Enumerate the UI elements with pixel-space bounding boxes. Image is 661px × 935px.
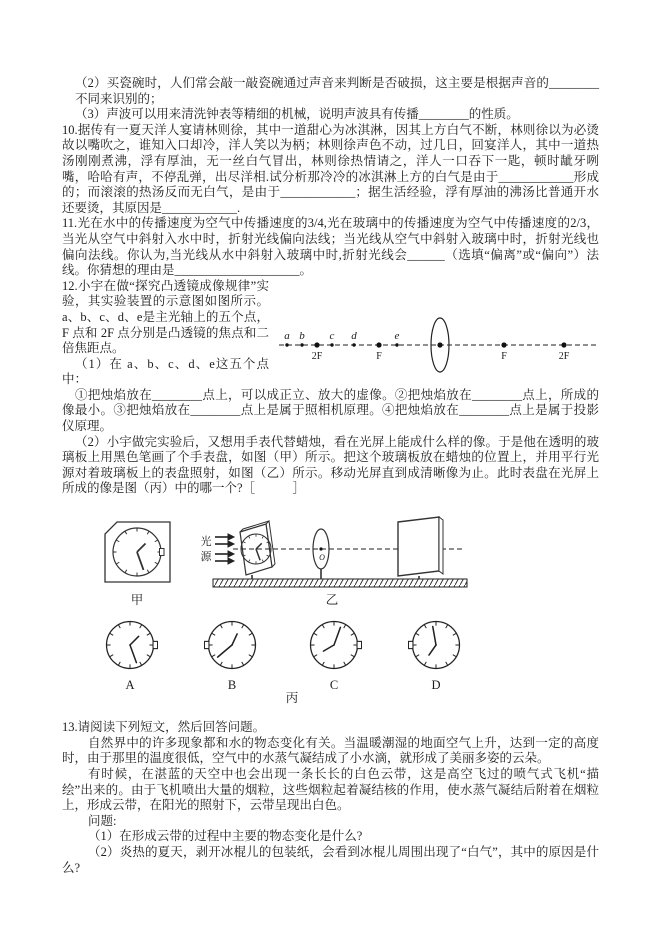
- svg-text:b: b: [299, 329, 305, 342]
- watch-crown-icon: [160, 549, 165, 556]
- clock-d-label: D: [431, 677, 441, 692]
- question-12-intro: 12.小宇在做“探究凸透镜成像规律”实验，其实验装置的示意图如图所示。a、b、c、d、e是主光轴上的五个点，F 点和 2F 点分别是凸透镜的焦点和二倍焦距点。: [62, 278, 269, 356]
- clock-a-icon: [102, 617, 158, 678]
- watch-plate-jia: [105, 522, 170, 582]
- svg-text:2F: 2F: [311, 350, 323, 362]
- svg-text:a: a: [284, 329, 290, 342]
- label-yi: 乙: [325, 593, 339, 608]
- clock-b-icon: [204, 617, 260, 678]
- svg-text:c: c: [329, 329, 335, 342]
- clock-a-label: A: [125, 677, 135, 692]
- clock-c-icon: [306, 617, 362, 678]
- svg-text:2F: 2F: [558, 350, 570, 362]
- question-12-part2: （2）小宇做完实验后，又想用手表代替蜡烛，看在光屏上能成什么样的像。于是他在透明的玻璃板上用黑色笔画了个手表盘，如图（甲）所示。把这个玻璃板放在蜡烛的位置上，并用平行光源对着玻璃板上的表盘照射，如图（乙）所示。移动光屏直到成清晰像为止。此时表盘在光屏上所成的像是图（丙）中的哪一个?［ ］: [62, 434, 599, 496]
- clock-option-a: [102, 617, 158, 692]
- lens-axis-svg: [277, 295, 599, 375]
- question-11: 11.光在水中的传播速度为空气中传播速度的3/4,光在玻璃中的传播速度为空气中传播速度的2/3，当光从空气中斜射入水中时，折射光线偏向法线；当光线从空气中斜射入玻璃中时，折射光线也偏向法线。你认为,当光线从水中斜射入玻璃中时,折射光线会______（选填“偏离”或“偏向”）法线。你猜想的理由是____________________。: [62, 216, 599, 278]
- svg-text:光: 光: [200, 536, 212, 549]
- question-13-sub2: （2）炎热的夏天，剥开冰棍儿的包装纸，会看到冰棍儿周围出现了“白气”，其中的原因是什么?: [62, 844, 599, 875]
- label-jia: 甲: [130, 593, 144, 608]
- clock-c-label: C: [329, 677, 339, 692]
- question-13-problems-heading: 问题:: [88, 813, 117, 828]
- clock-options-row: [102, 617, 599, 692]
- glass-plate: [240, 521, 275, 580]
- ground-hatch: [213, 579, 467, 587]
- axis-small-points: [285, 343, 398, 346]
- question-13-intro: 13.请阅读下列短文，然后回答问题。: [62, 720, 266, 735]
- question-13-sub1: （1）在形成云带的过程中主要的物态变化是什么?: [88, 829, 363, 844]
- svg-text:e: e: [394, 329, 400, 342]
- axis-focal-labels: [312, 351, 570, 362]
- question-12-part1-items: ①把烛焰放在________点上，可以成正立、放大的虚像。②把烛焰放在________点上，所成的像最小。③把烛焰放在________点上是属于照相机原理。④把烛焰放在________点上是属于投影仪原理。: [62, 387, 599, 434]
- question-10: 10.据传有一夏天洋人宴请林则徐，其中一道甜心为冰淇淋，因其上方白气不断，林则徐以为必烫故以嘴吹之，谁知入口却冷，洋人笑以为柄；林则徐声色不动，过几日，回宴洋人，其中一道热汤刚刚煮沸，浮有厚油，无一丝白气冒出，林则徐热情请之，洋人一口吞下一匙，顿时龇牙咧嘴，哈哈有声，不停乱弹，出尽洋相.试分析那冷冷的冰淇淋上方的白气是由于____________形成的；而滚滚的热汤反而无白气，是由于____________；据生活经验，浮有厚油的沸汤比普通开水还要烫，其原因是____________.: [62, 122, 599, 215]
- svg-text:F: F: [376, 350, 382, 362]
- svg-text:源: 源: [200, 551, 212, 564]
- clock-option-c: [306, 617, 362, 692]
- question-13-passage-1: 自然界中的许多现象都和水的物态变化有关。当温暖潮湿的地面空气上升，达到一定的高度时，由于那里的温度很低，空气中的水蒸气凝结成了小水滴，就形成了美丽多姿的云朵。: [62, 735, 599, 766]
- light-source-label: [201, 534, 213, 563]
- apparatus-svg: [95, 513, 475, 609]
- lens-center-label: O: [319, 553, 325, 563]
- projection-screen: [398, 517, 443, 580]
- clock-option-d: [408, 617, 464, 692]
- apparatus-figure: [95, 513, 475, 609]
- clock-b-label: B: [227, 677, 237, 692]
- question-3: （3）声波可以用来清洗钟表等精细的机械，说明声波具有传播________的性质。: [75, 107, 519, 122]
- question-13-passage-2: 有时候，在湛蓝的天空中也会出现一条长长的白色云带，这是高空飞过的喷气式飞机“描绘”出来的。由于飞机喷出大量的烟粒，这些烟粒起着凝结核的作用，使水蒸气凝结后附着在烟粒上，形成云带，在阳光的照射下，云带呈现出白色。: [62, 767, 599, 813]
- question-12: [62, 279, 599, 497]
- label-bing: 丙: [285, 690, 299, 705]
- clock-option-b: [204, 617, 260, 692]
- question-2: （2）买瓷碗时，人们常会敲一敲瓷碗通过声音来判断是否破损，这主要是根据声音的________不同来识别的；: [75, 76, 599, 106]
- question-12-part1: （1）在 a、b、c、d、e这五个点中：: [62, 356, 269, 387]
- axis-point-labels: [284, 330, 399, 342]
- svg-text:d: d: [351, 329, 357, 342]
- svg-text:F: F: [501, 350, 507, 362]
- clock-d-icon: [408, 617, 464, 678]
- lens-axis-figure: [277, 295, 599, 375]
- light-source-arrows: [215, 534, 234, 564]
